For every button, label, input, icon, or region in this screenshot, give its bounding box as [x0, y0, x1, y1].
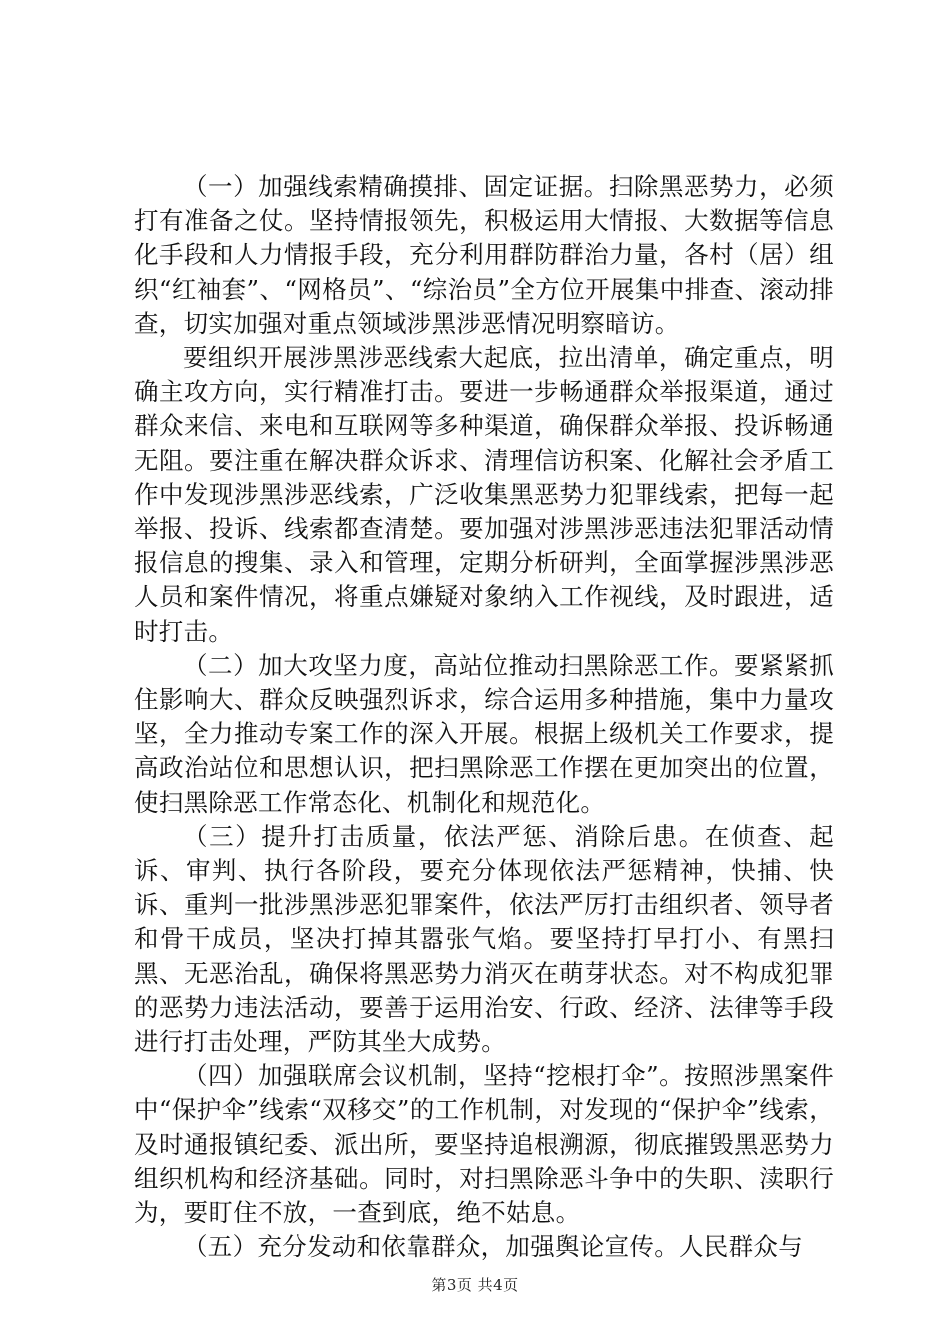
paragraph-joint-meeting: （四）加强联席会议机制，坚持“挖根打伞”。按照涉黑案件中“保护伞”线索“双移交”的工作机制，对发现的“保护伞”线索，及时通报镇纪委、派出所，要坚持追根溯源，彻底摧毁黑恶势力组织机构和经济基础。同时，对扫黑除恶斗争中的失职、渎职行为，要盯住不放，一查到底，绝不姑息。	[134, 1061, 834, 1228]
paragraph-clue-sweep: 要组织开展涉黑涉恶线索大起底，拉出清单，确定重点，明确主攻方向，实行精准打击。要进一步畅通群众举报渠道，通过群众来信、来电和互联网等多种渠道，确保群众举报、投诉畅通无阻。要注重在解决群众诉求、清理信访积案、化解社会矛盾工作中发现涉黑涉恶线索，广泛收集黑恶势力犯罪线索，把每一起举报、投诉、线索都查清楚。要加强对涉黑涉恶违法犯罪活动情报信息的搜集、录入和管理，定期分析研判，全面掌握涉黑涉恶人员和案件情况，将重点嫌疑对象纳入工作视线，及时跟进，适时打击。	[134, 343, 834, 646]
paragraph-mobilize-masses: （五）充分发动和依靠群众，加强舆论宣传。人民群众与	[183, 1232, 803, 1262]
paragraph-clue-investigation: （一）加强线索精确摸排、固定证据。扫除黑恶势力，必须打有准备之仗。坚持情报领先，积极运用大情报、大数据等信息化手段和人力情报手段，充分利用群防群治力量，各村（居）组织“红袖套”、“网格员”、“综治员”全方位开展集中排查、滚动排查，切实加强对重点领域涉黑涉恶情况明察暗访。	[134, 172, 834, 338]
paragraph-intensify-efforts: （二）加大攻坚力度，高站位推动扫黑除恶工作。要紧紧抓住影响大、群众反映强烈诉求，综合运用多种措施，集中力量攻坚，全力推动专案工作的深入开展。根据上级机关工作要求，提高政治站位和思想认识，把扫黑除恶工作摆在更加突出的位置，使扫黑除恶工作常态化、机制化和规范化。	[134, 650, 834, 817]
document-body	[134, 170, 834, 1265]
page-number-footer: 第3页 共4页	[431, 1276, 519, 1294]
paragraph-strike-quality: （三）提升打击质量，依法严惩、消除后患。在侦查、起诉、审判、执行各阶段，要充分体现依法严惩精神，快捕、快诉、重判一批涉黑涉恶犯罪案件，依法严厉打击组织者、领导者和骨干成员，坚决打掉其嚣张气焰。要坚持打早打小、有黑扫黑、无恶治乱，确保将黑恶势力消灭在萌芽状态。对不构成犯罪的恶势力违法活动，要善于运用治安、行政、经济、法律等手段进行打击处理，严防其坐大成势。	[134, 821, 834, 1057]
